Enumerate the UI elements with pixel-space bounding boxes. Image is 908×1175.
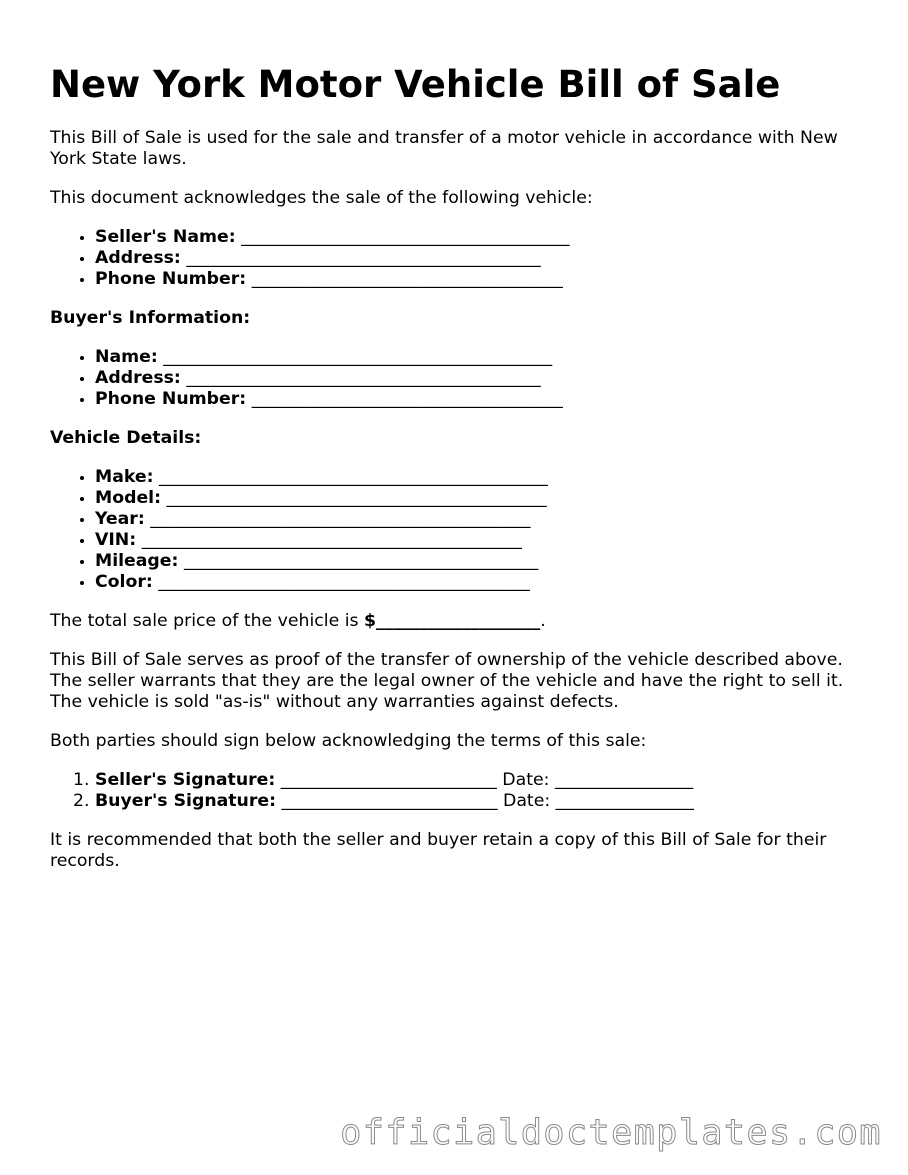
field-label: Year: [95,509,145,529]
acknowledgement-paragraph: This document acknowledges the sale of the following vehicle: [50,188,593,208]
signature-list [50,770,860,812]
buyer-phone-item [95,389,860,410]
page-title: New York Motor Vehicle Bill of Sale [50,63,781,106]
vehicle-model-item [95,488,860,509]
closing-paragraph: It is recommended that both the seller and buyer retain a copy of this Bill of Sale for their records. [50,830,827,871]
price-text: The total sale price of the vehicle is [50,611,365,631]
buyer-signature-blank[interactable]: _________________________ [281,791,498,811]
seller-phone-item [95,269,860,290]
signature-label: Seller's Signature: [95,770,276,790]
watermark: officialdoctemplates.com [340,1113,882,1153]
field-label: Model: [95,488,161,508]
seller-name-item [95,227,860,248]
vehicle-year-item [95,509,860,530]
date-label: Date: [503,791,551,811]
field-label: Name: [95,347,158,367]
field-label: Seller's Name: [95,227,236,247]
buyer-phone-blank[interactable]: ____________________________________ [251,389,563,409]
vehicle-model-blank[interactable]: ____________________________________________ [166,488,547,508]
date-label: Date: [502,770,550,790]
field-label: Address: [95,248,181,268]
field-label: VIN: [95,530,137,550]
buyer-name-item [95,347,860,368]
field-label: Phone Number: [95,389,247,409]
document [50,62,860,890]
buyer-address-blank[interactable]: _________________________________________ [186,368,541,388]
buyer-date-blank[interactable]: ________________ [555,791,694,811]
seller-address-item [95,248,860,269]
vehicle-make-item [95,467,860,488]
field-label: Color: [95,572,153,592]
buyer-signature-item [95,791,860,812]
intro-paragraph: This Bill of Sale is used for the sale and transfer of a motor vehicle in accordance with New York State laws. [50,128,838,169]
buyer-heading: Buyer's Information: [50,308,251,328]
vehicle-mileage-item [95,551,860,572]
vehicle-vin-blank[interactable]: ____________________________________________ [141,530,522,550]
price-paragraph [50,611,860,632]
buyer-address-item [95,368,860,389]
vehicle-mileage-blank[interactable]: _________________________________________ [183,551,539,571]
seller-info-list [50,227,860,290]
field-label: Mileage: [95,551,179,571]
vehicle-color-blank[interactable]: ___________________________________________ [158,572,530,592]
seller-signature-item [95,770,860,791]
seller-signature-blank[interactable]: _________________________ [280,770,497,790]
signature-label: Buyer's Signature: [95,791,276,811]
seller-phone-blank[interactable]: ____________________________________ [251,269,563,289]
sign-intro-paragraph: Both parties should sign below acknowledging the terms of this sale: [50,731,647,751]
seller-address-blank[interactable]: _________________________________________ [186,248,541,268]
vehicle-year-blank[interactable]: ____________________________________________ [150,509,531,529]
seller-date-blank[interactable]: ________________ [554,770,694,790]
vehicle-vin-item [95,530,860,551]
vehicle-details-list [50,467,860,593]
buyer-info-list [50,347,860,410]
seller-name-blank[interactable]: ______________________________________ [241,227,570,247]
field-label: Address: [95,368,181,388]
proof-paragraph: This Bill of Sale serves as proof of the transfer of ownership of the vehicle described above. The seller warrants that they are the legal owner of the vehicle and have the right to sell it. The vehicle is sold "as-is" without any warranties against defects. [50,650,844,712]
vehicle-heading: Vehicle Details: [50,428,202,448]
buyer-name-blank[interactable]: _____________________________________________ [163,347,553,367]
field-label: Make: [95,467,154,487]
price-end: . [540,611,546,631]
vehicle-color-item [95,572,860,593]
field-label: Phone Number: [95,269,247,289]
price-amount-blank[interactable]: $___________________ [364,611,541,631]
vehicle-make-blank[interactable]: _____________________________________________ [159,467,548,487]
